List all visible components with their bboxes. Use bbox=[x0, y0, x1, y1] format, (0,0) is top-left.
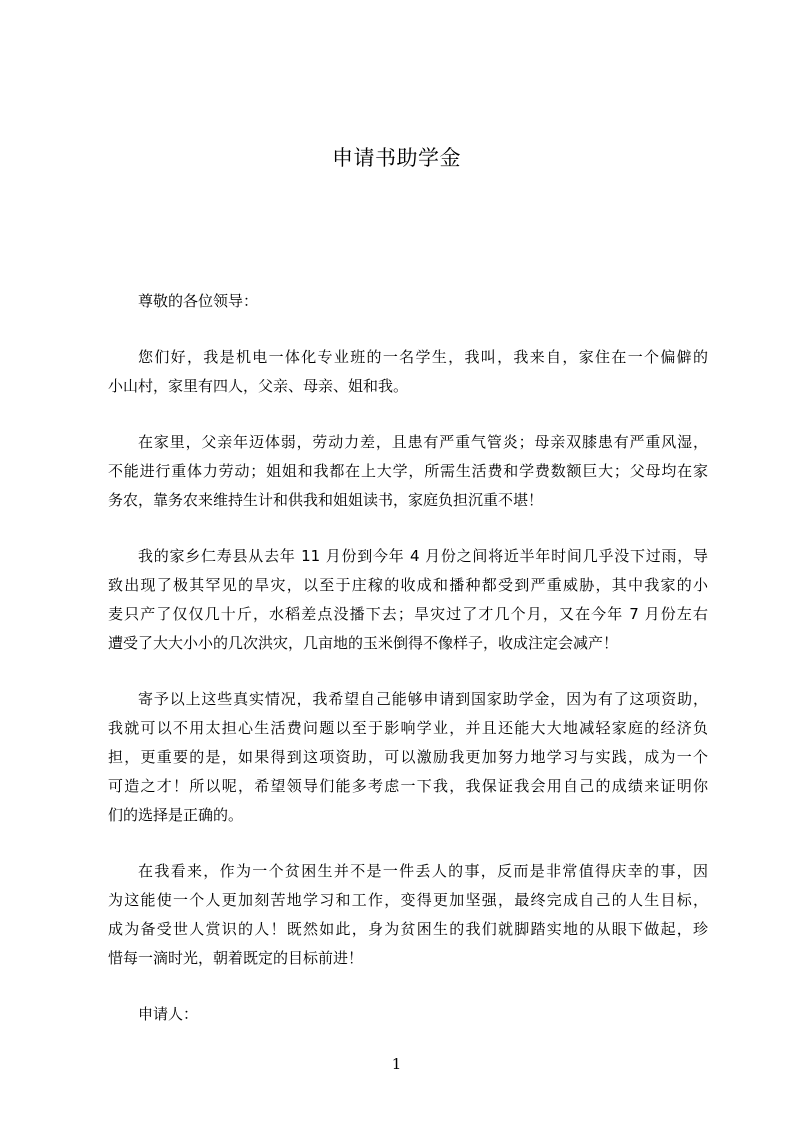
text-line: 为这能使一个人更加刻苦地学习和工作，变得更加坚强，最终完成自己的人生目标， bbox=[108, 891, 708, 909]
text-line: 我的家乡仁寿县从去年 11 月份到今年 4 月份之间将近半年时间几乎没下过雨，导 bbox=[138, 547, 708, 565]
signature-label: 申请人： bbox=[138, 1005, 199, 1023]
page-title: 申请书助学金 bbox=[332, 146, 461, 170]
paragraph bbox=[108, 685, 708, 830]
text-line: 们的选择是正确的。 bbox=[108, 806, 244, 824]
text-line: 遭受了大大小小的几次洪灾，几亩地的玉米倒得不像样子，收成注定会减产！ bbox=[108, 634, 619, 652]
paragraph bbox=[108, 542, 708, 658]
text-line: 致出现了极其罕见的旱灾，以至于庄稼的收成和播种都受到严重威胁，其中我家的小 bbox=[108, 576, 708, 594]
text-line: 惜每一滴时光，朝着既定的目标前进！ bbox=[108, 949, 364, 967]
text-line: 小山村，家里有四人，父亲、母亲、姐和我。 bbox=[108, 377, 409, 395]
text-line: 成为备受世人赏识的人！既然如此，身为贫困生的我们就脚踏实地的从眼下做起，珍 bbox=[108, 920, 708, 938]
letter-body bbox=[108, 287, 708, 1029]
page-number: 1 bbox=[391, 1055, 402, 1073]
text-line: 务农，靠务农来维持生计和供我和姐姐读书，家庭负担沉重不堪！ bbox=[108, 491, 544, 509]
text-line: 您们好，我是机电一体化专业班的一名学生，我叫，我来自，家住在一个偏僻的 bbox=[138, 348, 708, 366]
paragraph bbox=[108, 343, 708, 401]
text-line: 麦只产了仅仅几十斤，水稻差点没播下去；旱灾过了才几个月，又在今年 7 月份左右 bbox=[108, 605, 708, 623]
text-line: 担，更重要的是，如果得到这项资助，可以激励我更加努力地学习与实践，成为一个 bbox=[108, 748, 708, 766]
paragraph bbox=[108, 428, 708, 515]
text-line: 在我看来，作为一个贫困生并不是一件丢人的事，反而是非常值得庆幸的事，因 bbox=[138, 862, 708, 880]
paragraph bbox=[108, 857, 708, 973]
text-line: 不能进行重体力劳动；姐姐和我都在上大学，所需生活费和学费数额巨大；父母均在家 bbox=[108, 462, 708, 480]
text-line: 在家里，父亲年迈体弱，劳动力差，且患有严重气管炎；母亲双膝患有严重风湿， bbox=[138, 433, 708, 451]
greeting: 尊敬的各位领导： bbox=[138, 292, 259, 310]
text-line: 可造之才！所以呢，希望领导们能多考虑一下我，我保证我会用自己的成绩来证明你 bbox=[108, 777, 708, 795]
text-line: 我就可以不用太担心生活费问题以至于影响学业，并且还能大大地减轻家庭的经济负 bbox=[108, 719, 708, 737]
text-line: 寄予以上这些真实情况，我希望自己能够申请到国家助学金，因为有了这项资助， bbox=[138, 690, 708, 708]
